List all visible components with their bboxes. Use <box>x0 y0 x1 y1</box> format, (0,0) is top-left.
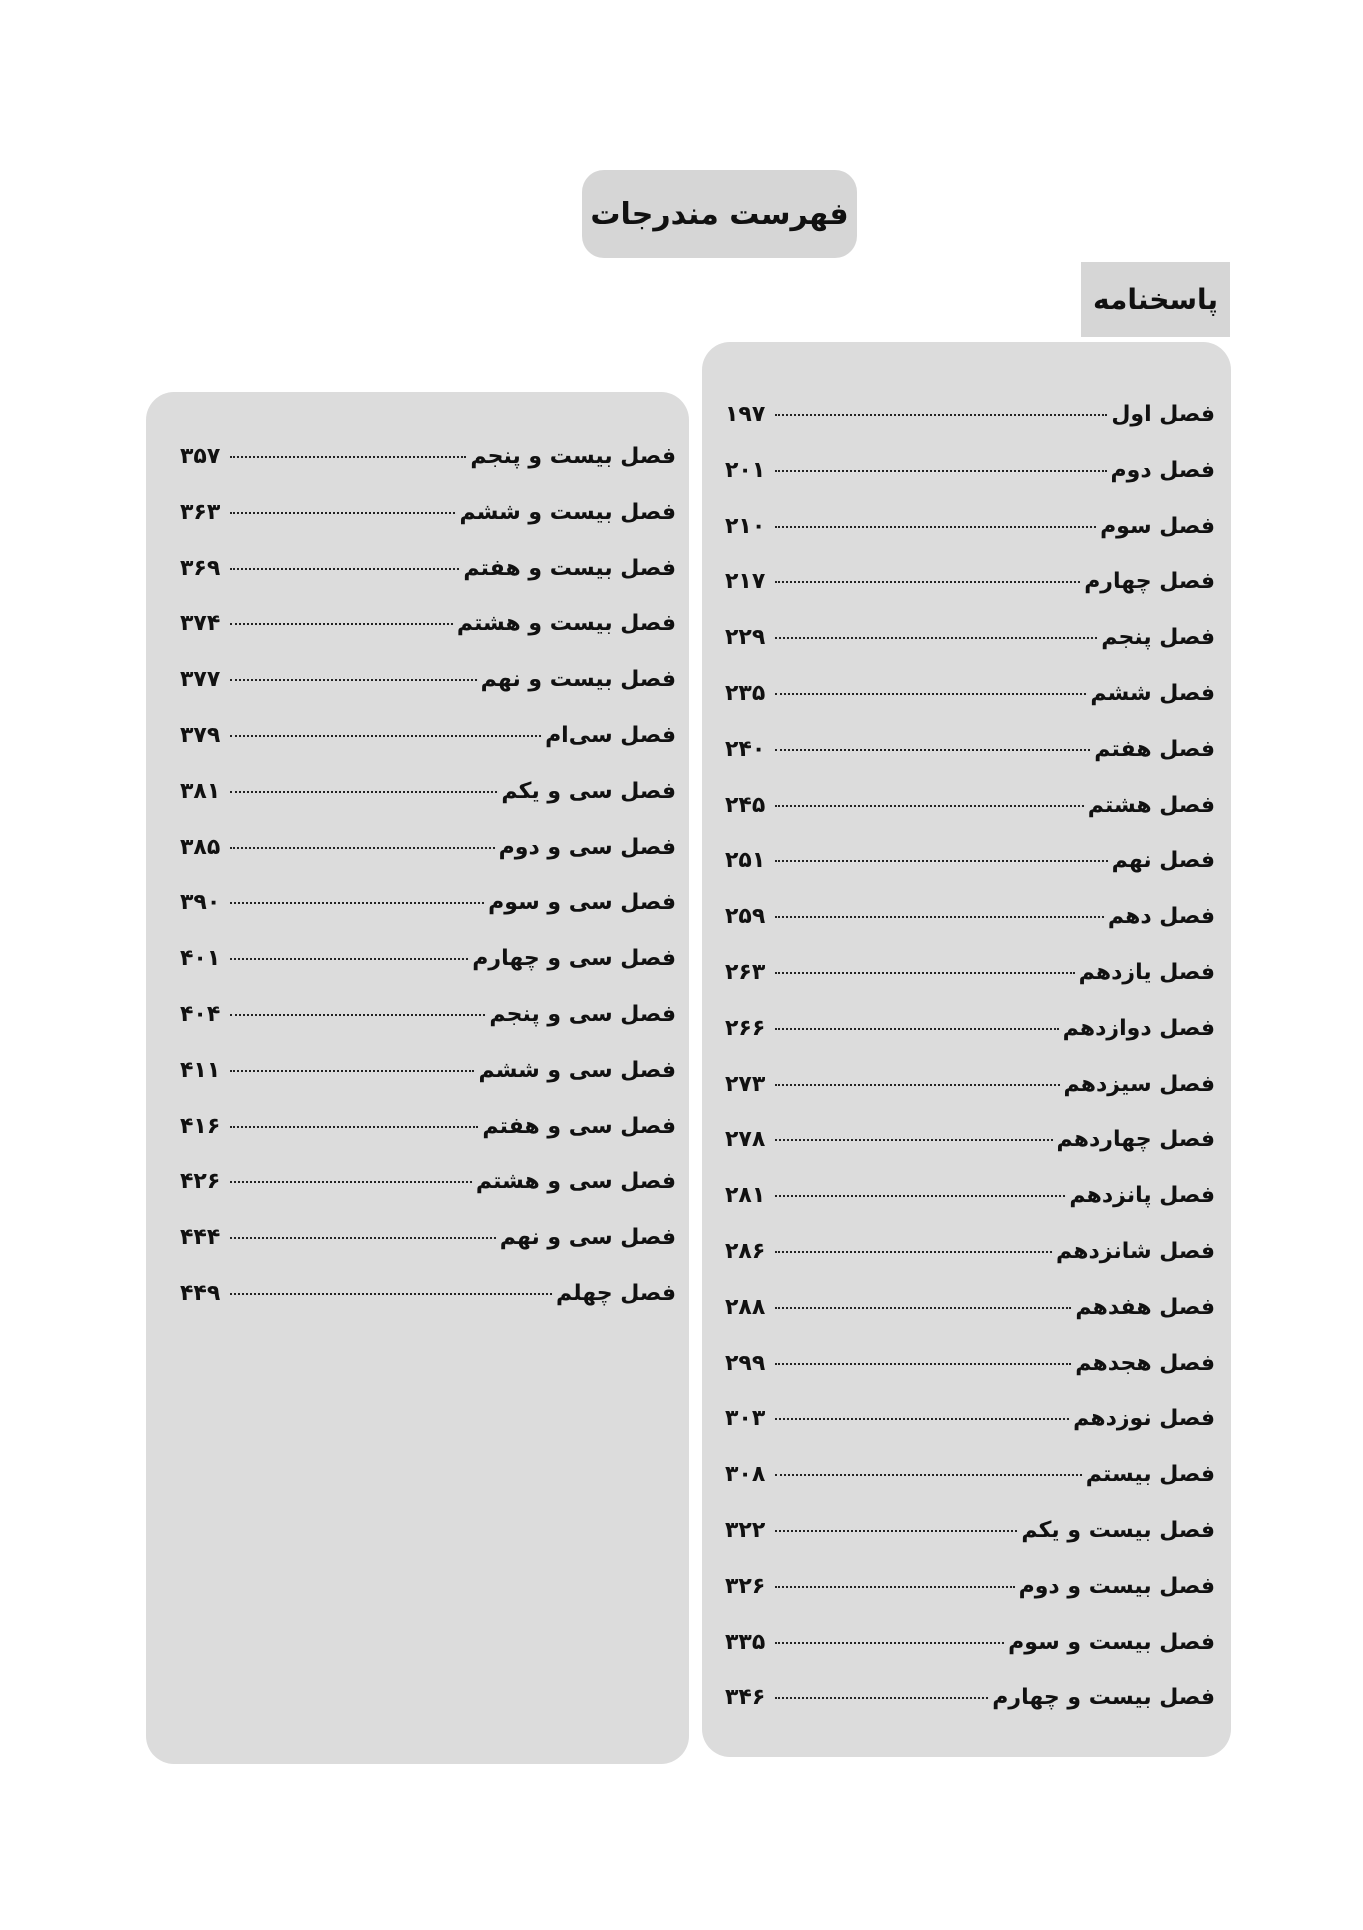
dotted-leader <box>230 791 497 793</box>
toc-entry-page-number: ۲۴۰ <box>725 736 766 762</box>
toc-entry-label: فصل بیست و یکم <box>1021 1517 1215 1543</box>
toc-entry-label: فصل یازدهم <box>1078 959 1215 985</box>
toc-entry-page-number: ۳۲۲ <box>725 1517 766 1543</box>
dotted-leader <box>230 902 484 904</box>
toc-entry[interactable] <box>725 569 1215 625</box>
dotted-leader <box>230 568 459 570</box>
dotted-leader <box>775 526 1096 528</box>
toc-entry-page-number: ۲۹۹ <box>725 1350 766 1376</box>
dotted-leader <box>230 456 466 458</box>
toc-entry-label: فصل بیستم <box>1085 1462 1215 1488</box>
toc-list-right <box>725 402 1215 1741</box>
toc-entry[interactable] <box>725 1462 1215 1518</box>
dotted-leader <box>775 860 1108 862</box>
toc-entry[interactable] <box>725 904 1215 960</box>
toc-entry-label: فصل دهم <box>1107 904 1215 930</box>
toc-entry-label: فصل شانزدهم <box>1055 1238 1215 1264</box>
toc-entry-page-number: ۴۰۱ <box>180 946 221 972</box>
toc-entry-page-number: ۳۷۹ <box>180 722 221 748</box>
toc-entry[interactable] <box>725 1406 1215 1462</box>
toc-entry-label: فصل بیست و نهم <box>480 667 676 693</box>
dotted-leader <box>775 693 1086 695</box>
toc-entry-label: فصل پانزدهم <box>1069 1183 1215 1209</box>
toc-entry-page-number: ۴۱۱ <box>180 1057 221 1083</box>
toc-entry-label: فصل سی و سوم <box>488 890 676 916</box>
toc-entry-page-number: ۲۱۷ <box>725 569 766 595</box>
toc-title: فهرست مندرجات <box>582 170 857 258</box>
dotted-leader <box>775 1307 1071 1309</box>
toc-entry-label: فصل سی و چهارم <box>472 946 676 972</box>
toc-entry-page-number: ۴۴۴ <box>180 1225 221 1251</box>
dotted-leader <box>775 1139 1053 1141</box>
dotted-leader <box>230 1237 496 1239</box>
toc-entry[interactable] <box>180 723 676 779</box>
toc-entry-label: فصل چهارم <box>1084 569 1215 595</box>
toc-entry[interactable] <box>180 500 676 556</box>
toc-entry[interactable] <box>180 1058 676 1114</box>
toc-entry-page-number: ۳۷۷ <box>180 667 221 693</box>
dotted-leader <box>775 1697 988 1699</box>
toc-entry[interactable] <box>725 1072 1215 1128</box>
toc-entry[interactable] <box>180 1281 676 1337</box>
toc-entry[interactable] <box>180 890 676 946</box>
dotted-leader <box>230 1126 478 1128</box>
toc-entry-label: فصل سی و نهم <box>499 1225 676 1251</box>
toc-entry-page-number: ۲۵۱ <box>725 848 766 874</box>
toc-entry[interactable] <box>180 444 676 500</box>
toc-entry[interactable] <box>725 1295 1215 1351</box>
toc-entry-page-number: ۳۲۶ <box>725 1573 766 1599</box>
toc-entry-page-number: ۳۸۵ <box>180 834 221 860</box>
toc-entry-page-number: ۲۸۸ <box>725 1294 766 1320</box>
toc-entry-page-number: ۲۴۵ <box>725 792 766 818</box>
toc-entry-label: فصل بیست و هشتم <box>456 611 676 637</box>
toc-entry-page-number: ۳۰۸ <box>725 1462 766 1488</box>
toc-entry-label: فصل سی و دوم <box>498 834 676 860</box>
dotted-leader <box>775 637 1097 639</box>
toc-entry-page-number: ۳۳۵ <box>725 1629 766 1655</box>
toc-entry-label: فصل هفدهم <box>1075 1294 1215 1320</box>
toc-entry[interactable] <box>180 1114 676 1170</box>
toc-entry-label: فصل هشتم <box>1087 792 1215 818</box>
toc-entry-label: فصل بیست و پنجم <box>470 444 676 469</box>
dotted-leader <box>775 1195 1065 1197</box>
toc-entry-page-number: ۴۱۶ <box>180 1113 221 1139</box>
toc-entry-label: فصل سی و هفتم <box>482 1113 676 1139</box>
toc-entry-label: فصل چهاردهم <box>1056 1127 1215 1153</box>
toc-entry[interactable] <box>725 1351 1215 1407</box>
toc-entry[interactable] <box>180 946 676 1002</box>
toc-entry-page-number: ۴۴۹ <box>180 1280 221 1306</box>
dotted-leader <box>775 1251 1052 1253</box>
toc-entry-page-number: ۱۹۷ <box>725 402 766 427</box>
toc-entry-label: فصل ششم <box>1090 680 1215 706</box>
dotted-leader <box>775 1642 1004 1644</box>
toc-entry-label: فصل سی و ششم <box>478 1057 676 1083</box>
toc-panel-right <box>702 342 1231 1757</box>
toc-entry-page-number: ۲۱۰ <box>725 513 766 539</box>
toc-entry-label: فصل سی و یکم <box>501 778 676 804</box>
toc-entry-page-number: ۳۹۰ <box>180 890 221 916</box>
dotted-leader <box>775 972 1075 974</box>
toc-entry-page-number: ۴۲۶ <box>180 1169 221 1195</box>
toc-entry-label: فصل سی و پنجم <box>489 1001 676 1027</box>
toc-entry-page-number: ۲۵۹ <box>725 904 766 930</box>
dotted-leader <box>230 1014 485 1016</box>
toc-entry-page-number: ۳۰۳ <box>725 1406 766 1432</box>
toc-entry-page-number: ۲۷۳ <box>725 1071 766 1097</box>
toc-entry-page-number: ۳۶۳ <box>180 499 221 525</box>
dotted-leader <box>230 847 495 849</box>
dotted-leader <box>775 749 1090 751</box>
toc-entry[interactable] <box>725 1127 1215 1183</box>
toc-entry-label: فصل هفتم <box>1094 736 1215 762</box>
toc-list-left <box>180 444 676 1337</box>
toc-entry-page-number: ۲۶۶ <box>725 1015 766 1041</box>
toc-entry[interactable] <box>725 1518 1215 1574</box>
toc-entry-page-number: ۲۲۹ <box>725 625 766 651</box>
toc-entry[interactable] <box>725 1016 1215 1072</box>
dotted-leader <box>230 735 541 737</box>
toc-entry-page-number: ۳۴۶ <box>725 1685 766 1711</box>
toc-entry-label: فصل هجدهم <box>1075 1350 1215 1376</box>
dotted-leader <box>230 512 455 514</box>
toc-entry[interactable] <box>725 960 1215 1016</box>
section-tab-answer-key: پاسخنامه <box>1081 262 1230 337</box>
dotted-leader <box>230 1181 472 1183</box>
toc-entry-label: فصل دوم <box>1110 457 1215 483</box>
toc-entry[interactable] <box>725 1183 1215 1239</box>
dotted-leader <box>230 623 453 625</box>
toc-entry-label: فصل بیست و چهارم <box>992 1685 1215 1711</box>
toc-entry-label: فصل اول <box>1111 402 1215 427</box>
toc-entry[interactable] <box>725 458 1215 514</box>
toc-entry-label: فصل نهم <box>1111 848 1215 874</box>
dotted-leader <box>230 1070 474 1072</box>
toc-entry-page-number: ۲۸۶ <box>725 1238 766 1264</box>
toc-entry[interactable] <box>180 779 676 835</box>
toc-entry-label: فصل چهلم <box>556 1280 676 1306</box>
dotted-leader <box>775 805 1084 807</box>
toc-entry-label: فصل بیست و ششم <box>459 499 676 525</box>
toc-entry-label: فصل نوزدهم <box>1073 1406 1215 1432</box>
toc-entry-page-number: ۴۰۴ <box>180 1001 221 1027</box>
toc-entry-label: فصل بیست و دوم <box>1018 1573 1215 1599</box>
dotted-leader <box>775 581 1080 583</box>
toc-entry[interactable] <box>180 1225 676 1281</box>
toc-entry[interactable] <box>180 556 676 612</box>
toc-entry[interactable] <box>725 625 1215 681</box>
dotted-leader <box>775 1530 1017 1532</box>
dotted-leader <box>230 679 477 681</box>
toc-entry[interactable] <box>725 681 1215 737</box>
toc-entry-page-number: ۳۵۷ <box>180 444 221 469</box>
dotted-leader <box>775 1586 1015 1588</box>
toc-entry[interactable] <box>725 1239 1215 1295</box>
toc-entry-page-number: ۳۷۴ <box>180 611 221 637</box>
toc-entry-label: فصل پنجم <box>1101 625 1215 651</box>
toc-entry[interactable] <box>725 848 1215 904</box>
dotted-leader <box>775 1028 1059 1030</box>
toc-entry-page-number: ۲۶۳ <box>725 959 766 985</box>
toc-entry[interactable] <box>180 1169 676 1225</box>
dotted-leader <box>775 916 1104 918</box>
toc-entry-page-number: ۲۸۱ <box>725 1183 766 1209</box>
dotted-leader <box>775 414 1107 416</box>
dotted-leader <box>775 1418 1069 1420</box>
toc-entry[interactable] <box>725 402 1215 458</box>
toc-entry-label: فصل بیست و هفتم <box>463 555 676 581</box>
toc-entry-page-number: ۳۸۱ <box>180 778 221 804</box>
toc-entry[interactable] <box>725 1574 1215 1630</box>
dotted-leader <box>775 470 1107 472</box>
toc-entry-label: فصل بیست و سوم <box>1008 1629 1215 1655</box>
toc-entry-page-number: ۳۶۹ <box>180 555 221 581</box>
dotted-leader <box>775 1474 1082 1476</box>
toc-entry-label: فصل سیزدهم <box>1063 1071 1215 1097</box>
toc-entry[interactable] <box>180 835 676 891</box>
dotted-leader <box>230 958 468 960</box>
toc-entry[interactable] <box>725 514 1215 570</box>
toc-entry[interactable] <box>725 793 1215 849</box>
toc-entry-page-number: ۲۰۱ <box>725 457 766 483</box>
toc-entry-label: فصل سوم <box>1100 513 1215 539</box>
toc-entry-label: فصل سی و هشتم <box>475 1169 676 1195</box>
toc-entry[interactable] <box>180 611 676 667</box>
toc-entry[interactable] <box>725 1685 1215 1741</box>
toc-entry[interactable] <box>180 667 676 723</box>
toc-entry[interactable] <box>180 1002 676 1058</box>
toc-entry-page-number: ۲۷۸ <box>725 1127 766 1153</box>
toc-panel-left <box>146 392 689 1764</box>
toc-entry-label: فصل دوازدهم <box>1062 1015 1215 1041</box>
toc-entry[interactable] <box>725 737 1215 793</box>
toc-entry[interactable] <box>725 1630 1215 1686</box>
dotted-leader <box>230 1293 552 1295</box>
toc-entry-label: فصل سی‌ام <box>545 722 676 748</box>
toc-entry-page-number: ۲۳۵ <box>725 680 766 706</box>
dotted-leader <box>775 1363 1071 1365</box>
dotted-leader <box>775 1084 1060 1086</box>
